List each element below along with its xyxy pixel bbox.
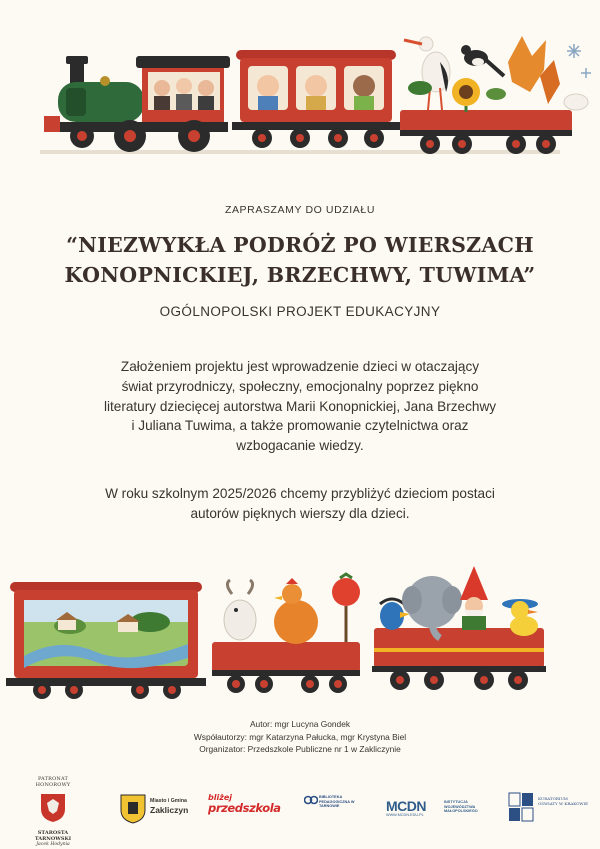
gnome-icon	[460, 566, 488, 630]
kuratorium-text: KURATORIUM OŚWIATY W KRAKOWIE	[538, 796, 589, 807]
kuratorium-logo	[508, 792, 588, 826]
credits	[0, 718, 600, 756]
paragraph-line: literatury dziecięcej autorstwa Marii Konopnickiej, Jana Brzechwy	[103, 398, 497, 414]
top-train-illustration	[0, 0, 600, 170]
paragraph-line: świat przyrodniczy, społeczny, emocjonalny poprzez piękno	[121, 378, 479, 394]
mcdn-mark: MCDN	[386, 798, 426, 814]
hen-icon	[274, 578, 318, 644]
biblioteka-logo	[304, 794, 366, 824]
goat-icon	[224, 580, 256, 640]
stork-icon	[404, 37, 450, 110]
project-title	[40, 230, 560, 290]
mcdn-url: WWW.MCDN.EDU.PL	[386, 813, 424, 817]
paragraph-line: i Juliana Tuwima, a także promowanie czytelnictwa oraz	[131, 418, 469, 434]
magpie-icon	[461, 45, 504, 76]
locomotive-icon	[44, 56, 230, 152]
paragraph-line: W roku szkolnym 2025/2026 chcemy przybliżyć dzieciom postaci	[105, 486, 495, 501]
gmina-line1: Miasto i Gmina	[150, 798, 187, 804]
biblioteka-text: BIBLIOTEKA PEDAGOGICZNA W TARNOWIE	[319, 795, 355, 809]
magazine-line1: bliżej	[208, 793, 233, 802]
coat-of-arms-icon	[40, 793, 66, 823]
magazine-logo	[208, 794, 282, 814]
snowflake-icon	[567, 44, 591, 78]
mcdn-logo	[386, 798, 486, 822]
gmina-crest-icon	[120, 794, 146, 824]
paragraph-line: wzbogacanie wiedzy.	[236, 438, 364, 454]
title-line: “NIEZWYKŁA PODRÓŻ PO WIERSZACH	[66, 233, 534, 257]
passenger-car-icon	[232, 50, 400, 148]
flatcar-icon	[400, 110, 572, 154]
description-paragraph	[55, 357, 545, 456]
bottom-train-illustration	[0, 560, 600, 710]
organizer-line: Organizator: Przedszkole Publiczne nr 1 w Zakliczynie	[199, 744, 401, 754]
biblioteka-mark-icon	[304, 794, 318, 806]
kuratorium-mark-icon	[508, 792, 534, 822]
patronat-caption: PATRONAT HONOROWY	[35, 776, 71, 788]
tomato-icon	[332, 574, 360, 642]
sunflower-icon	[452, 78, 480, 112]
gmina-logo	[120, 794, 190, 824]
invite-text: ZAPRASZAMY DO UDZIAŁU	[224, 204, 376, 216]
magazine-line2: przedszkola	[208, 801, 281, 815]
gmina-line2: Zakliczyn	[150, 805, 189, 815]
coauthors-line: Współautorzy: mgr Katarzyna Pałucka, mgr Krystyna Biel	[193, 731, 407, 742]
landscape-wagon-icon	[6, 582, 206, 699]
partner-logos	[0, 772, 600, 849]
patronat-logo	[20, 776, 86, 847]
paragraph-line: Założeniem projektu jest wprowadzenie dzieci w otaczający	[120, 359, 480, 374]
patronat-name: Jacek Hodynia	[36, 842, 70, 847]
author-line: Autor: mgr Lucyna Gondek	[249, 719, 351, 729]
paragraph-line: autorów pięknych wierszy dla dzieci.	[190, 505, 410, 521]
project-subtitle: OGÓLNOPOLSKI PROJEKT EDUKACYJNY	[159, 304, 441, 319]
mcdn-institution: INSTYTUCJA WOJEWÓDZTWA MAŁOPOLSKIEGO	[444, 800, 478, 813]
title-line: KONOPNICKIEJ, BRZECHWY, TUWIMA”	[64, 263, 536, 287]
school-year-paragraph	[55, 484, 545, 524]
patronat-title: STAROSTA TARNOWSKI	[34, 830, 72, 842]
